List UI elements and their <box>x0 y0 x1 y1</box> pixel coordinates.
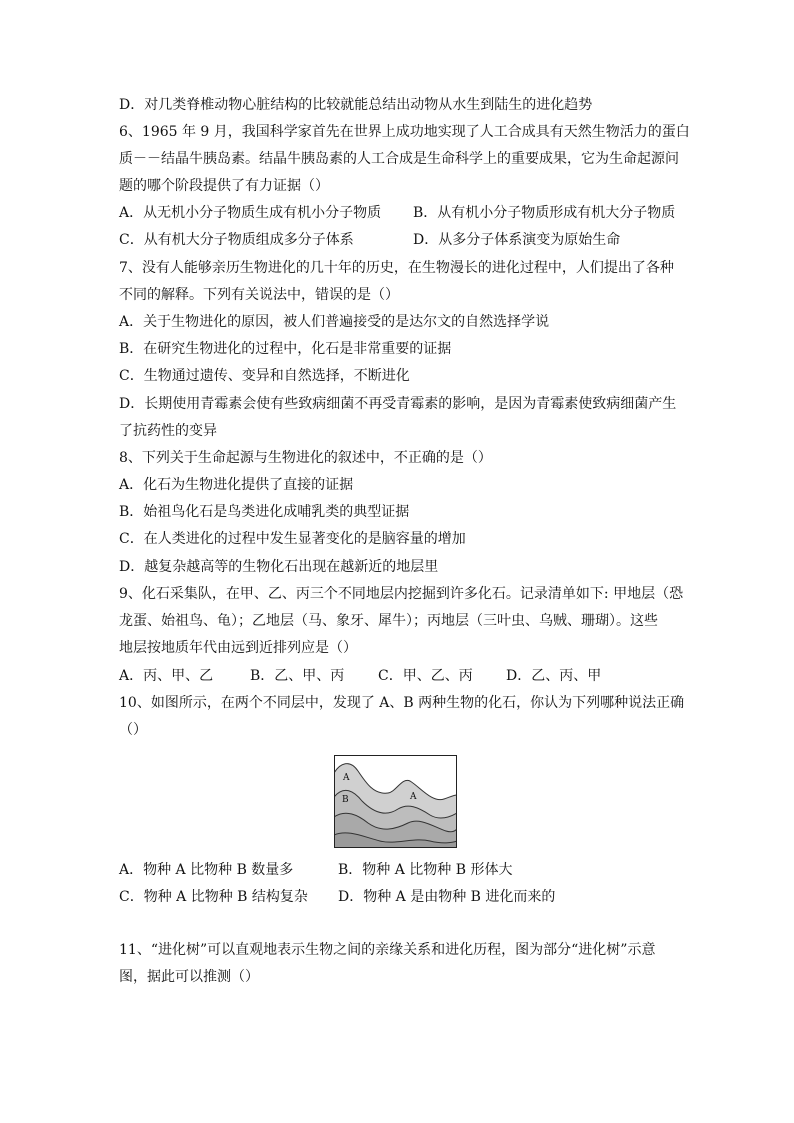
q7-option-d-line2: 了抗药性的变异 <box>119 423 217 439</box>
q6-text-line2: 质－－结晶牛胰岛素。结晶牛胰岛素的人工合成是生命科学上的重要成果，它为生命起源问 <box>119 151 679 167</box>
fossil-label-b: B <box>342 795 349 805</box>
q7-option-c: C．生物通过遗传、变异和自然选择，不断进化 <box>119 368 410 384</box>
q8-text: 8、下列关于生命起源与生物进化的叙述中，不正确的是（） <box>119 450 492 466</box>
q10-option-a: A．物种 A 比物种 B 数量多 <box>119 862 294 878</box>
q9-text-line3: 地层按地质年代由远到近排列应是（） <box>119 640 357 656</box>
fossil-label-a-right: A <box>410 792 417 802</box>
q7-option-d-line1: D．长期使用青霉素会使有些致病细菌不再受青霉素的影响，是因为青霉素使致病细菌产生 <box>119 396 677 412</box>
q5-option-d: D．对几类脊椎动物心脏结构的比较就能总结出动物从水生到陆生的进化趋势 <box>119 97 593 113</box>
q8-option-a: A．化石为生物进化提供了直接的证据 <box>119 477 354 493</box>
q10-option-b: B．物种 A 比物种 B 形体大 <box>338 862 513 878</box>
q7-text-line1: 7、没有人能够亲历生物进化的几十年的历史，在生物漫长的进化过程中，人们提出了各种 <box>119 260 674 276</box>
q6-option-b: B．从有机小分子物质形成有机大分子物质 <box>413 205 676 221</box>
q6-option-d: D．从多分子体系演变为原始生命 <box>413 232 621 248</box>
q9-text-line1: 9、化石采集队，在甲、乙、丙三个不同地层内挖掘到许多化石。记录清单如下: 甲地层（恐 <box>119 586 684 602</box>
q6-option-a: A．从无机小分子物质生成有机小分子物质 <box>119 205 382 221</box>
q11-text-line2: 图，据此可以推测（） <box>119 969 259 985</box>
q8-option-b: B．始祖鸟化石是鸟类进化成哺乳类的典型证据 <box>119 504 410 520</box>
q9-option-d: D．乙、丙、甲 <box>506 668 602 684</box>
q6-text-line1: 6、1965 年 9 月，我国科学家首先在世界上成功地实现了人工合成具有天然生物活力的蛋白 <box>119 124 690 140</box>
q11-text-line1: 11、“进化树”可以直观地表示生物之间的亲缘关系和进化历程，图为部分“进化树”示意 <box>119 942 656 958</box>
q10-text-line1: 10、如图所示，在两个不同层中，发现了 A、B 两种生物的化石，你认为下列哪种说法正确 <box>119 695 685 711</box>
q8-option-d: D．越复杂越高等的生物化石出现在越新近的地层里 <box>119 559 439 575</box>
strata-figure <box>334 755 457 848</box>
q10-option-c: C．物种 A 比物种 B 结构复杂 <box>119 889 308 905</box>
q8-option-c: C．在人类进化的过程中发生显著变化的是脑容量的增加 <box>119 531 466 547</box>
q10-option-d: D．物种 A 是由物种 B 进化而来的 <box>338 889 556 905</box>
q7-option-b: B．在研究生物进化的过程中，化石是非常重要的证据 <box>119 341 452 357</box>
q7-text-line2: 不同的解释。下列有关说法中，错误的是（） <box>119 287 399 303</box>
q6-text-line3: 题的哪个阶段提供了有力证据（） <box>119 178 329 194</box>
q10-text-line2: （） <box>119 722 147 738</box>
strata-diagram <box>334 755 457 848</box>
q6-option-c: C．从有机大分子物质组成多分子体系 <box>119 232 354 248</box>
q7-option-a: A．关于生物进化的原因，被人们普遍接受的是达尔文的自然选择学说 <box>119 314 550 330</box>
q9-option-a: A．丙、甲、乙 <box>119 668 214 684</box>
q9-text-line2: 龙蛋、始祖鸟、龟）；乙地层（马、象牙、犀牛）；丙地层（三叶虫、乌贼、珊瑚）。这些 <box>119 613 658 629</box>
q9-option-c: C．甲、乙、丙 <box>378 668 473 684</box>
fossil-label-a-upper: A <box>343 773 350 783</box>
q9-option-b: B．乙、甲、丙 <box>250 668 345 684</box>
